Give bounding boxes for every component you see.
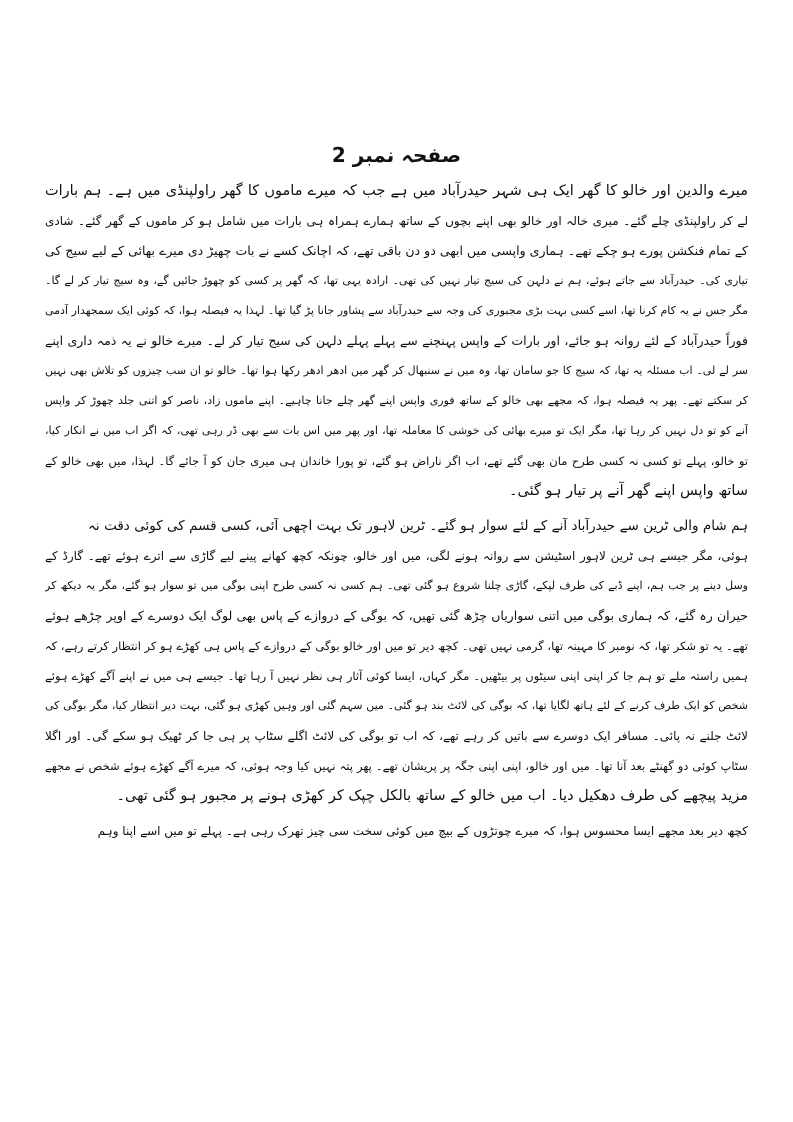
paragraph-line: وسل دینے پر جب ہم، اپنے ڈبے کی طرف لپکے، گاڑی چلنا شروع ہو گئی تھی۔ ہم کسی نہ کسی طرح اپنی بوگی میں تو سوار ہو گئے، مگر یہ دیکھ کر <box>45 579 748 592</box>
paragraph-line: مگر جس نے یہ کام کرنا تھا، اسے کسی بہت بڑی مجبوری کی وجہ سے حیدرآباد سے پشاور جانا پڑ گیا تھا۔ لہذا یہ فیصلہ ہوا، کہ کوئی ایک سمجھدار آدمی <box>45 304 748 317</box>
paragraph-line: تیاری کی۔ حیدرآباد سے جاتے ہوئے، ہم نے دلہن کی سیج تیار نہیں کی تھی۔ ارادہ یہی تھا، کہ گھر پر کسی کو چھوڑ جائیں گے، وہ سیج تیار کر لے گا۔ <box>45 274 748 287</box>
paragraph-line: ہوئی، مگر جیسے ہی ٹرین لاہور اسٹیشن سے روانہ ہونے لگی، میں اور خالو، چونکہ کچھ کھانے پینے لیے گاڑی سے اترے ہوئے تھے۔ گارڈ کے <box>45 549 748 563</box>
paragraph-line: مزید پیچھے کی طرف دھکیل دیا۔ اب میں خالو کے ساتھ بالکل چپک کر کھڑی ہونے پر مجبور ہو گئی تھی۔ <box>116 788 748 804</box>
paragraph-line: ہمیں راستہ ملے تو ہم جا کر اپنی اپنی سیٹوں پر بیٹھیں۔ مگر کہاں، ایسا کوئی آثار ہی نظر نہیں آ رہا تھا۔ جیسے ہی میں نے اپنے آگے کھڑے ہوئے <box>45 669 748 683</box>
paragraph-line: ہم شام والی ٹرین سے حیدرآباد آنے کے لئے سوار ہو گئے۔ ٹرین لاہور تک بہت اچھی آئی، کسی قسم کی کوئی دقت نہ <box>88 518 748 534</box>
page-heading: صفحہ نمبر 2 <box>331 143 462 167</box>
paragraph-line: فوراً حیدرآباد کے لئے روانہ ہو جائے، اور بارات کے واپس پہنچنے سے پہلے پہلے دلہن کی سیج تیار کر لے۔ میرے خالو نے یہ ذمہ داری اپنے <box>45 333 748 348</box>
paragraph-line: کر سکتے تھے۔ پھر یہ فیصلہ ہوا، کہ مجھے بھی خالو کے ساتھ فوری واپس اپنے گھر چلے جانا چاہیے۔ اپنے ماموں زاد، ناصر کو اتنی جلد چھوڑ کر واپس <box>45 394 748 407</box>
paragraph-line: لائٹ جلنے نہ پائی۔ مسافر ایک دوسرے سے باتیں کر رہے تھے، کہ اب تو بوگی کی لائٹ اگلے سٹاپ پر ہی جا کر ٹھیک ہو سکے گی۔ اور اگلا <box>45 729 748 743</box>
paragraph-line: سر لے لی۔ اب مسئلہ یہ تھا، کہ سیج کا جو سامان تھا، وہ میں نے سنبھال کر گھر میں ادھر ادھر رکھا ہوا تھا۔ خالو تو ان سب چیزوں کو تلاش بھی نہیں <box>45 364 748 377</box>
paragraph-line: تو خالو، پہلے تو کسی نہ کسی طرح مان بھی گئے تھے، اب اگر ناراض ہو گئے، تو پورا خاندان ہی میری جان کو آ جائے گا۔ لہذا، میں بھی خالو کے <box>45 454 748 468</box>
paragraph-line: کے تمام فنکشن پورے ہو چکے تھے۔ ہماری واپسی میں ابھی دو دن باقی تھے، کہ اچانک کسے نے بات چھیڑ دی میرے بھائی کے لیے سیج کی <box>45 243 748 258</box>
paragraph-line: سٹاپ کوئی دو گھنٹے بعد آنا تھا۔ میں اور خالو، اپنی اپنی جگہ پر پریشان تھے۔ پھر پتہ نہیں کیا وجہ ہوئی، کہ میرے آگے کھڑے ہوئے شخص نے مجھے <box>45 759 748 773</box>
paragraph-line: شخص کو ایک طرف کرنے کے لئے ہاتھ لگایا تھا، کہ بوگی کی لائٹ بند ہو گئی۔ میں سہم گئی اور وہیں کھڑی ہو گئی، بہت دیر انتظار کیا، مگر بوگی کی <box>45 699 748 712</box>
paragraph-line: میرے والدین اور خالو کا گھر ایک ہی شہر حیدرآباد میں ہے جب کہ میرے ماموں کا گھر راولپنڈی میں ہے۔ ہم بارات <box>45 183 748 199</box>
paragraph-line: لے کر راولپنڈی چلے گئے۔ میری خالہ اور خالو بھی اپنے بچوں کے ساتھ ہمارے ہمراہ ہی بارات میں شامل ہو کر ماموں کے گھر گئے۔ شادی <box>45 214 748 228</box>
paragraph-line: حیران رہ گئے، کہ ہماری بوگی میں اتنی سواریاں چڑھ گئی تھیں، کہ بوگی کے دروازے کے پاس بھی لوگ ایک دوسرے کے اوپر چڑھے ہوئے <box>45 608 748 623</box>
paragraph-line: تھے۔ یہ تو شکر تھا، کہ نومبر کا مہینہ تھا، گرمی نہیں تھی۔ کچھ دیر تو میں اور خالو بوگی کے دروازے کے پاس ہی کھڑے ہو کر انتظار کرتے رہے، کہ <box>45 639 748 653</box>
paragraph-line: کچھ دیر بعد مجھے ایسا محسوس ہوا، کہ میرے چوتڑوں کے بیچ میں کوئی سخت سی چیز تھرک رہی ہے۔ پہلے تو میں اسے اپنا وہم <box>97 824 748 838</box>
paragraph-line: آنے کو تو دل نہیں کر رہا تھا، مگر ایک تو میرے بھائی کی خوشی کا معاملہ تھا، اور پھر میں اس بات سے بھی ڈر رہی تھی، کہ اگر اب میں نے انکار کیا، <box>45 424 748 437</box>
paragraph-line: ساتھ واپس اپنے گھر آنے پر تیار ہو گئی۔ <box>509 483 748 499</box>
